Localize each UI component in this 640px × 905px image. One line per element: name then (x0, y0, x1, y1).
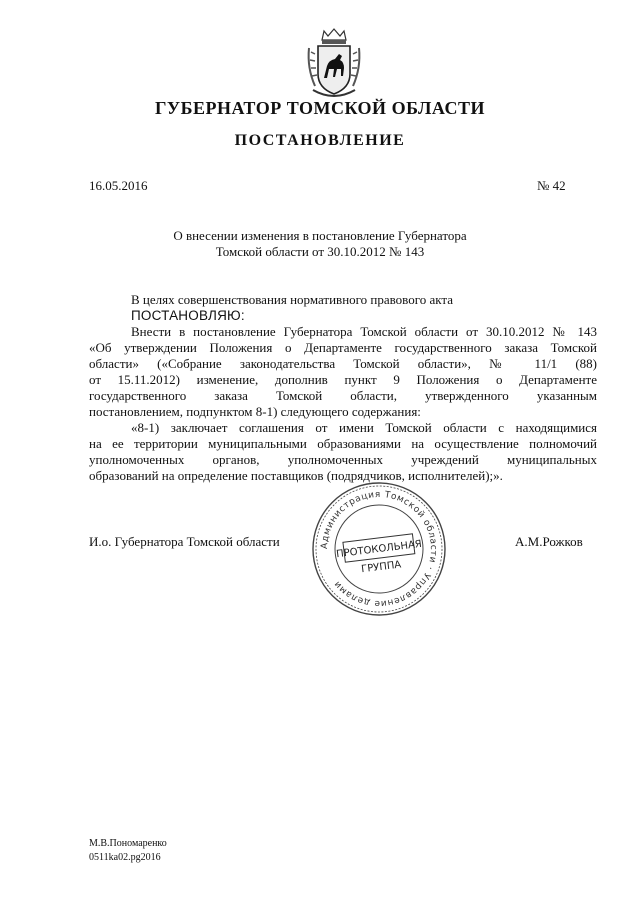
footer (89, 837, 167, 865)
stamp-center-line2: ГРУППА (360, 559, 402, 576)
document-subject (0, 228, 640, 260)
signer-name: А.М.Рожков (515, 534, 583, 549)
subject-line: О внесении изменения в постановление Губернатора (173, 228, 467, 243)
stamp-center-line1: ПРОТОКОЛЬНАЯ (335, 538, 423, 561)
file-code: 0511ka02.pg2016 (89, 852, 161, 863)
document-date: 16.05.2016 (89, 178, 148, 193)
preamble (89, 292, 597, 324)
body-line: от 15.11.2012) изменение, дополнив пункт 9 Положения о Департаменте (89, 372, 597, 387)
document-body (89, 324, 597, 484)
body-line: «Об утверждении Положения о Департаменте государственного заказа Томской (89, 340, 597, 355)
body-line: постановлением, подпунктом 8-1) следующего содержания: (89, 404, 421, 419)
preamble-line: В целях совершенствования нормативного правового акта (131, 292, 454, 307)
coat-of-arms-icon (305, 28, 363, 100)
document-type: ПОСТАНОВЛЕНИЕ (234, 132, 406, 149)
stamp-ring-text: Администрация Томской области · Управление делами (319, 489, 439, 609)
official-stamp (310, 480, 448, 618)
body-line: области» («Собрание законодательства Томской области», № 11/1 (88) (89, 356, 597, 371)
executor-name: М.В.Пономаренко (89, 838, 167, 849)
body-line: государственного заказа Томской области, утвержденного указанным (89, 388, 597, 403)
body-line: «8-1) заключает соглашения от имени Томской области с находящимися (131, 420, 597, 435)
resolution-keyword: ПОСТАНОВЛЯЮ: (131, 308, 245, 323)
body-line: образований на определение поставщиков (подрядчиков, исполнителей);». (89, 468, 503, 483)
document-number: № 42 (537, 178, 566, 193)
signer-title: И.о. Губернатора Томской области (89, 534, 280, 549)
subject-line: Томской области от 30.10.2012 № 143 (215, 244, 425, 259)
body-line: на ее территории муниципальными образованиями на осуществление полномочий (89, 436, 597, 451)
body-line: Внести в постановление Губернатора Томской области от 30.10.2012 № 143 (131, 324, 597, 339)
issuing-authority: ГУБЕРНАТОР ТОМСКОЙ ОБЛАСТИ (154, 98, 486, 118)
body-line: уполномоченных органов, уполномоченных учреждений муниципальных (89, 452, 597, 467)
